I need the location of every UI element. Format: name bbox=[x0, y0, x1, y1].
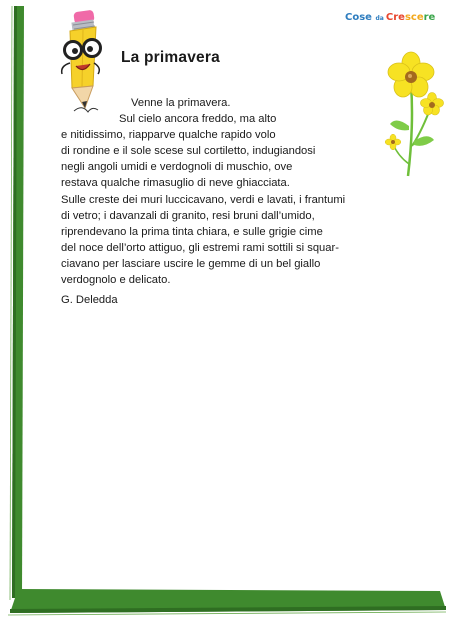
poem-line: Venne la primavera. bbox=[131, 97, 231, 109]
poem-line: e nitidissimo, riapparve qualche rapido volo bbox=[61, 129, 276, 142]
poem-line: riprendevano la prima tinta chiara, e sulle grigie cime bbox=[61, 225, 323, 238]
page-title: La primavera bbox=[121, 49, 220, 66]
poem-line: di vetro; i davanzali di granito, resi bruni dall’umido, bbox=[61, 209, 315, 222]
poem-line: Sul cielo ancora freddo, ma alto bbox=[119, 113, 277, 126]
poem-line: del noce dell’orto attiguo, gli estremi rami sottili si squar- bbox=[61, 241, 339, 254]
poem-line: verdognolo e delicato. bbox=[61, 274, 171, 287]
poem-line: di rondine e il sole scese sul cortiletto, indugiandosi bbox=[61, 145, 316, 158]
poem-line: negli angoli umidi e verdognoli di muschio, ove bbox=[61, 161, 293, 174]
poem-line: Sulle creste dei muri luccicavano, verdi e lavati, i frantumi bbox=[61, 193, 346, 206]
poem-line: restava qualche rimasuglio di neve ghiacciata. bbox=[61, 177, 290, 190]
flower-cluster-icon bbox=[376, 46, 446, 181]
site-logo: Cose da Crescere bbox=[345, 12, 436, 23]
poem-line: ciavano per lasciare uscire le gemme di un bel giallo bbox=[61, 257, 321, 270]
poem-body bbox=[61, 95, 345, 288]
author-signature: G. Deledda bbox=[61, 294, 118, 306]
